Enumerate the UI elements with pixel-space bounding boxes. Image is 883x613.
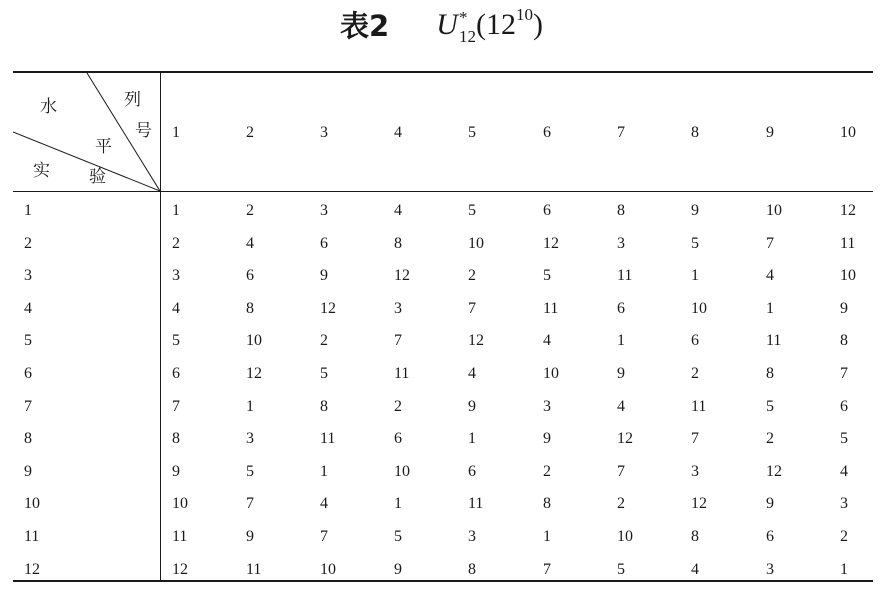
table-cell: 2 (543, 463, 551, 480)
table-cell: 4 (172, 300, 180, 317)
table-cell: 4 (617, 398, 625, 415)
table-cell: 3 (468, 528, 476, 545)
table-cell: 4 (320, 495, 328, 512)
table-cell: 4 (766, 267, 774, 284)
table-cell: 10 (394, 463, 410, 480)
table-cell: 7 (691, 430, 699, 447)
table-cell: 6 (766, 528, 774, 545)
row-label-5: 5 (24, 332, 32, 349)
table-cell: 2 (394, 398, 402, 415)
table-cell: 6 (394, 430, 402, 447)
table-cell: 12 (840, 202, 856, 219)
table-cell: 12 (617, 430, 633, 447)
table-cell: 8 (246, 300, 254, 317)
table-cell: 8 (766, 365, 774, 382)
row-label-2: 2 (24, 235, 32, 252)
table-cell: 7 (246, 495, 254, 512)
table-cell: 8 (394, 235, 402, 252)
row-label-10: 10 (24, 495, 40, 512)
table-bottom-rule (13, 580, 873, 582)
table-cell: 5 (766, 398, 774, 415)
table-cell: 5 (840, 430, 848, 447)
corner-label-shui: 水 (40, 97, 57, 117)
table-cell: 1 (617, 332, 625, 349)
row-label-12: 12 (24, 561, 40, 578)
table-cell: 7 (617, 463, 625, 480)
table-cell: 2 (320, 332, 328, 349)
corner-label-yan: 验 (89, 167, 106, 187)
table-cell: 3 (320, 202, 328, 219)
table-cell: 7 (320, 528, 328, 545)
table-cell: 5 (320, 365, 328, 382)
table-cell: 12 (172, 561, 188, 578)
table-cell: 8 (617, 202, 625, 219)
table-cell: 12 (394, 267, 410, 284)
table-cell: 9 (840, 300, 848, 317)
table-cell: 6 (246, 267, 254, 284)
table-cell: 7 (840, 365, 848, 382)
table-corner-header (13, 73, 160, 191)
table-cell: 6 (840, 398, 848, 415)
formula-variable: U (436, 7, 458, 41)
table-cell: 12 (468, 332, 484, 349)
corner-label-hao: 号 (135, 121, 152, 141)
formula-subscript: 12 (458, 26, 476, 46)
table-cell: 3 (766, 561, 774, 578)
table-cell: 1 (394, 495, 402, 512)
table-cell: 10 (172, 495, 188, 512)
column-header-6: 6 (543, 124, 551, 141)
table-cell: 11 (840, 235, 856, 252)
table-cell: 12 (691, 495, 707, 512)
table-cell: 3 (840, 495, 848, 512)
table-cell: 3 (691, 463, 699, 480)
formula-supsub (459, 9, 476, 45)
table-cell: 6 (320, 235, 328, 252)
table-cell: 10 (468, 235, 484, 252)
table-cell: 9 (246, 528, 254, 545)
row-label-9: 9 (24, 463, 32, 480)
table-cell: 3 (543, 398, 551, 415)
table-vertical-rule (160, 73, 161, 581)
column-header-7: 7 (617, 124, 625, 141)
table-cell: 5 (691, 235, 699, 252)
table-cell: 5 (172, 332, 180, 349)
table-cell: 11 (543, 300, 559, 317)
table-cell: 2 (766, 430, 774, 447)
table-cell: 1 (468, 430, 476, 447)
table-cell: 7 (394, 332, 402, 349)
table-cell: 2 (617, 495, 625, 512)
table-cell: 1 (543, 528, 551, 545)
table-cell: 1 (840, 561, 848, 578)
table-cell: 7 (468, 300, 476, 317)
column-header-8: 8 (691, 124, 699, 141)
table-cell: 4 (246, 235, 254, 252)
table-cell: 3 (617, 235, 625, 252)
table-cell: 12 (766, 463, 782, 480)
table-cell: 8 (840, 332, 848, 349)
table-cell: 7 (543, 561, 551, 578)
table-cell: 11 (394, 365, 410, 382)
table-formula (436, 5, 543, 45)
table-cell: 11 (172, 528, 188, 545)
table-cell: 10 (617, 528, 633, 545)
table-cell: 2 (691, 365, 699, 382)
column-header-9: 9 (766, 124, 774, 141)
table-cell: 8 (543, 495, 551, 512)
formula-open-paren: ( (475, 7, 486, 41)
table-cell: 4 (840, 463, 848, 480)
table-cell: 10 (246, 332, 262, 349)
table-cell: 1 (172, 202, 180, 219)
column-header-3: 3 (320, 124, 328, 141)
table-cell: 11 (766, 332, 782, 349)
column-header-1: 1 (172, 124, 180, 141)
corner-label-lie: 列 (124, 90, 141, 110)
table-cell: 4 (691, 561, 699, 578)
row-label-8: 8 (24, 430, 32, 447)
table-cell: 8 (172, 430, 180, 447)
table-cell: 10 (691, 300, 707, 317)
row-label-6: 6 (24, 365, 32, 382)
table-cell: 2 (246, 202, 254, 219)
table-cell: 3 (394, 300, 402, 317)
table-cell: 4 (394, 202, 402, 219)
formula-superscript: * (458, 7, 468, 27)
table-cell: 7 (172, 398, 180, 415)
table-cell: 1 (766, 300, 774, 317)
table-cell: 5 (246, 463, 254, 480)
row-label-4: 4 (24, 300, 32, 317)
corner-label-ping: 平 (95, 137, 112, 157)
table-cell: 9 (617, 365, 625, 382)
table-cell: 2 (172, 235, 180, 252)
table-cell: 2 (840, 528, 848, 545)
corner-label-shi: 实 (33, 161, 50, 181)
table-cell: 1 (691, 267, 699, 284)
table-cell: 8 (320, 398, 328, 415)
table-cell: 9 (172, 463, 180, 480)
table-cell: 3 (246, 430, 254, 447)
table-cell: 8 (468, 561, 476, 578)
table-cell: 7 (766, 235, 774, 252)
table-cell: 9 (766, 495, 774, 512)
formula-exponent: 10 (515, 4, 533, 24)
table-cell: 3 (172, 267, 180, 284)
column-header-10: 10 (840, 124, 856, 141)
table-cell: 5 (543, 267, 551, 284)
table-cell: 9 (691, 202, 699, 219)
column-header-2: 2 (246, 124, 254, 141)
row-label-7: 7 (24, 398, 32, 415)
table-cell: 6 (543, 202, 551, 219)
table-cell: 1 (320, 463, 328, 480)
table-cell: 5 (394, 528, 402, 545)
column-header-4: 4 (394, 124, 402, 141)
row-label-3: 3 (24, 267, 32, 284)
table-number-label: 表2 (340, 9, 390, 43)
table-cell: 10 (320, 561, 336, 578)
table-header-rule (13, 191, 873, 192)
table-cell: 9 (543, 430, 551, 447)
table-cell: 6 (617, 300, 625, 317)
table-cell: 11 (617, 267, 633, 284)
table-cell: 10 (543, 365, 559, 382)
column-header-5: 5 (468, 124, 476, 141)
table-cell: 9 (320, 267, 328, 284)
table-cell: 2 (468, 267, 476, 284)
table-cell: 11 (691, 398, 707, 415)
table-cell: 11 (246, 561, 262, 578)
table-cell: 10 (766, 202, 782, 219)
table-cell: 9 (468, 398, 476, 415)
table-cell: 6 (172, 365, 180, 382)
table-cell: 12 (320, 300, 336, 317)
table-cell: 5 (468, 202, 476, 219)
table-cell: 12 (543, 235, 559, 252)
table-cell: 10 (840, 267, 856, 284)
table-cell: 12 (246, 365, 262, 382)
table-cell: 6 (691, 332, 699, 349)
table-cell: 1 (246, 398, 254, 415)
table-cell: 6 (468, 463, 476, 480)
table-cell: 4 (468, 365, 476, 382)
table-cell: 11 (468, 495, 484, 512)
formula-close-paren: ) (532, 7, 543, 41)
row-label-1: 1 (24, 202, 32, 219)
row-label-11: 11 (24, 528, 40, 545)
table-cell: 5 (617, 561, 625, 578)
formula-base: 12 (485, 7, 516, 41)
table-cell: 9 (394, 561, 402, 578)
table-cell: 4 (543, 332, 551, 349)
table-cell: 11 (320, 430, 336, 447)
table-cell: 8 (691, 528, 699, 545)
table-title (0, 4, 883, 52)
